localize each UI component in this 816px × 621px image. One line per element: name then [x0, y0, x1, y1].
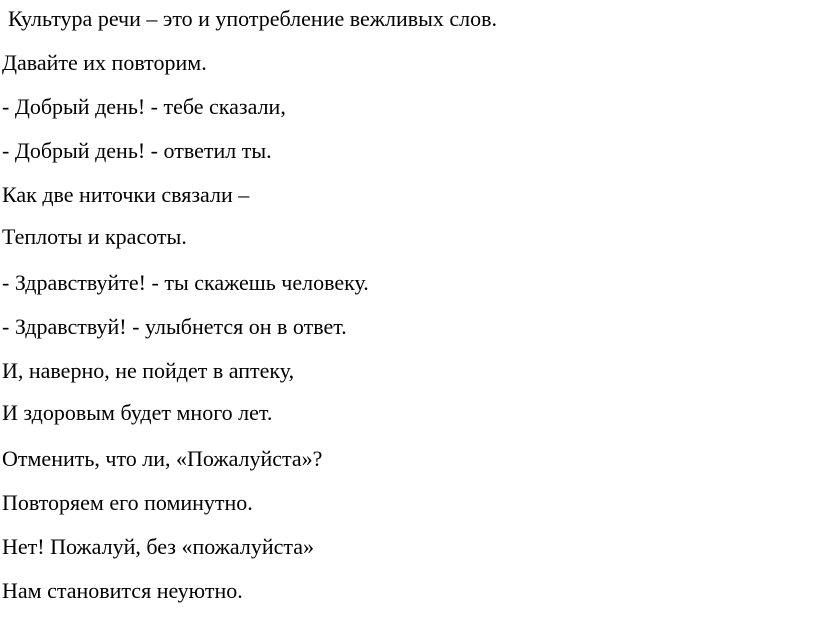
- text-line: Нам становится неуютно.: [2, 578, 243, 603]
- text-line: Как две ниточки связали –: [2, 182, 250, 207]
- text-line: - Добрый день! - тебе сказали,: [2, 94, 286, 119]
- text-line: Культура речи – это и употребление вежливых слов.: [8, 6, 498, 31]
- text-line: - Добрый день! - ответил ты.: [2, 138, 272, 163]
- text-line: - Здравствуйте! - ты скажешь человеку.: [2, 270, 369, 295]
- text-line: Нет! Пожалуй, без «пожалуйста»: [2, 534, 315, 559]
- text-line: Давайте их повторим.: [2, 50, 207, 75]
- text-line: Отменить, что ли, «Пожалуйста»?: [2, 446, 323, 471]
- text-line: И здоровым будет много лет.: [2, 400, 273, 425]
- text-line: И, наверно, не пойдет в аптеку,: [2, 358, 295, 383]
- text-line: Повторяем его поминутно.: [2, 490, 253, 515]
- text-line: - Здравствуй! - улыбнется он в ответ.: [2, 314, 347, 339]
- text-line: Теплоты и красоты.: [2, 224, 187, 249]
